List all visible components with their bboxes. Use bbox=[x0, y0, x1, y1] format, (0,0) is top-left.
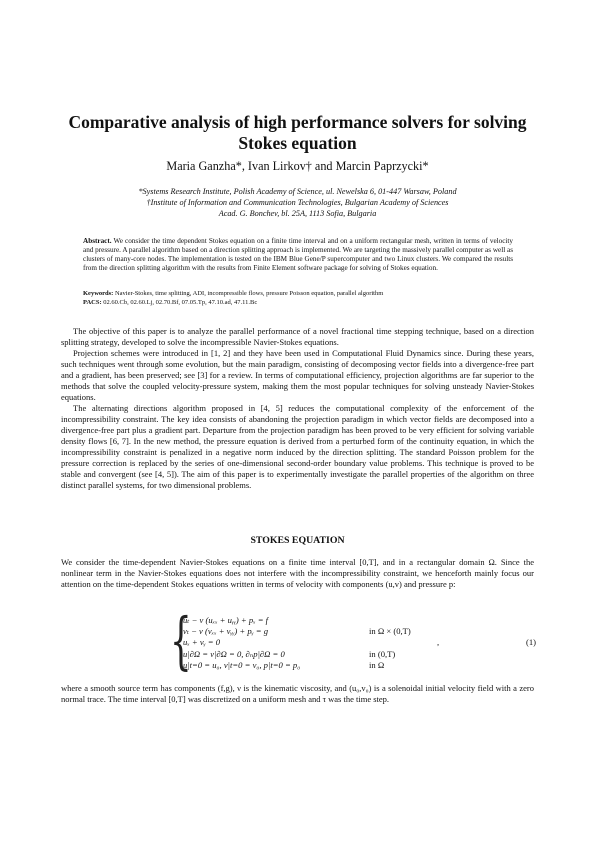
author-list: Maria Ganzha*, Ivan Lirkov† and Marcin Paprzycki* bbox=[166, 159, 429, 173]
intro-paragraph-3: The alternating directions algorithm proposed in [4, 5] reduces the computational complexity of the enforcement of the incompressibility constraint. The key idea consists of abandoning the projection paradigm in which vector fields are decomposed into a divergence-free part plus a gradient part. Departure from the projection paradigm has been proved to be very efficient for solving variable density flows [6, 7]. In the new method, the pressure equation is derived from a perturbed form of the continuity equation, in which the incompressibility constraint is penalized in a negative norm induced by the direction splitting. The standard Poisson problem for the pressure correction is replaced by the series of one-dimensional second-order boundary value problems. This technique is proved to be stable and convergent (see [4, 5]). The aim of this paper is to experimentally investigate the parallel properties of the algorithm on three distinct parallel systems, for two dimensional problems. bbox=[61, 403, 534, 490]
keywords-text: Navier-Stokes, time splitting, ADI, incompressible flows, pressure Poisson equation, parallel algorithm bbox=[114, 290, 384, 297]
equation-line: u|t=0 = u₀, v|t=0 = v₀, p|t=0 = p₀ bbox=[183, 659, 301, 670]
paper-title: Comparative analysis of high performance solvers for solving Stokes equation bbox=[68, 112, 527, 153]
section-paragraph: We consider the time-dependent Navier-Stokes equations on a finite time interval [0,T], and in a rectangular domain Ω. Since the nonlinear term in the Navier-Stokes equations does not interfere with the incompressibility constraint, we henceforth mainly focus our attention on the time-dependent Stokes equations written in terms of velocity with components (u,v) and pressure p: bbox=[61, 557, 534, 589]
pacs-text: 02.60.Cb, 02.60.Lj, 02.70.Bf, 07.05.Tp, 47.10.ad, 47.11.Bc bbox=[103, 298, 258, 306]
section-body bbox=[61, 557, 534, 590]
equation-condition: in (0,T) bbox=[369, 648, 396, 659]
affiliation-1: *Systems Research Institute, Polish Academy of Science, ul. Newelska 6, 01-447 Warsaw, Poland bbox=[138, 187, 457, 196]
equation-lines bbox=[183, 615, 383, 671]
intro-paragraph-2: Projection schemes were introduced in [1, 2] and they have been used in Computational Fluid Dynamics since. During these years, such techniques went through some evolution, but the main paradigm, consisting of decomposing vector fields into a divergence-free part and a gradient, has been preserved; see [3] for a review. In terms of computational efficiency, projection algorithms are far superior to the methods that solve the coupled velocity-pressure system, making them the most popular techniques for solving unsteady Navier-Stokes equations. bbox=[61, 348, 534, 402]
affiliations bbox=[70, 186, 525, 219]
closing-body bbox=[61, 683, 534, 705]
closing-paragraph: where a smooth source term has components (f,g), ν is the kinematic viscosity, and (u₀,v₀) is a solenoidal initial velocity field with a zero normal trace. The time interval [0,T] was discretized on a uniform mesh and τ was the time step. bbox=[61, 683, 534, 704]
equation-line: uₓ + vᵧ = 0 bbox=[183, 637, 221, 648]
abstract-text: We consider the time dependent Stokes equation on a finite time interval and on a uniform rectangular mesh, written in terms of velocity and pressure. A parallel algorithm based on a direction splitting approach is implemented. We are targeting the massively parallel computer as well as clusters of many-core nodes. The implementation is tested on the IBM Blue Gene/P supercomputer and two Linux clusters. We compared the results from the direction splitting algorithm with the results from Finite Element software package for solving of Stokes equation. bbox=[83, 237, 514, 273]
section-heading: STOKES EQUATION bbox=[250, 535, 345, 546]
affiliation-2: †Institute of Information and Communication Technologies, Bulgarian Academy of Sciences bbox=[146, 198, 449, 207]
keywords-label: Keywords: bbox=[83, 290, 114, 297]
equation-line: u|∂Ω = v|∂Ω = 0, ∂ₙp|∂Ω = 0 bbox=[183, 648, 285, 659]
equation-comma: , bbox=[437, 637, 440, 647]
equation-condition bbox=[369, 615, 449, 626]
equation-system bbox=[170, 604, 540, 677]
abstract-label: Abstract. bbox=[83, 237, 112, 245]
equation-condition: in Ω bbox=[369, 659, 385, 670]
abstract bbox=[83, 237, 513, 273]
affiliation-3: Acad. G. Bonchev, bl. 25A, 1113 Sofia, Bulgaria bbox=[218, 209, 377, 218]
equation-number: (1) bbox=[526, 637, 537, 647]
left-brace: { bbox=[170, 604, 192, 677]
equation-condition: in Ω × (0,T) bbox=[369, 626, 411, 637]
intro-paragraph-1: The objective of this paper is to analyze the parallel performance of a novel fractional time stepping technique, based on a direction splitting strategy, developed to solve the incompressible Navier-Stokes equations. bbox=[61, 326, 534, 347]
equation-line: vₜ − ν (vₓₓ + vᵧᵧ) + pᵧ = g bbox=[183, 626, 269, 637]
introduction bbox=[61, 326, 534, 491]
keywords-block bbox=[83, 290, 513, 307]
pacs-label: PACS: bbox=[83, 298, 102, 306]
equation-line: uₜ − ν (uₓₓ + uᵧᵧ) + pₓ = f bbox=[183, 615, 269, 625]
